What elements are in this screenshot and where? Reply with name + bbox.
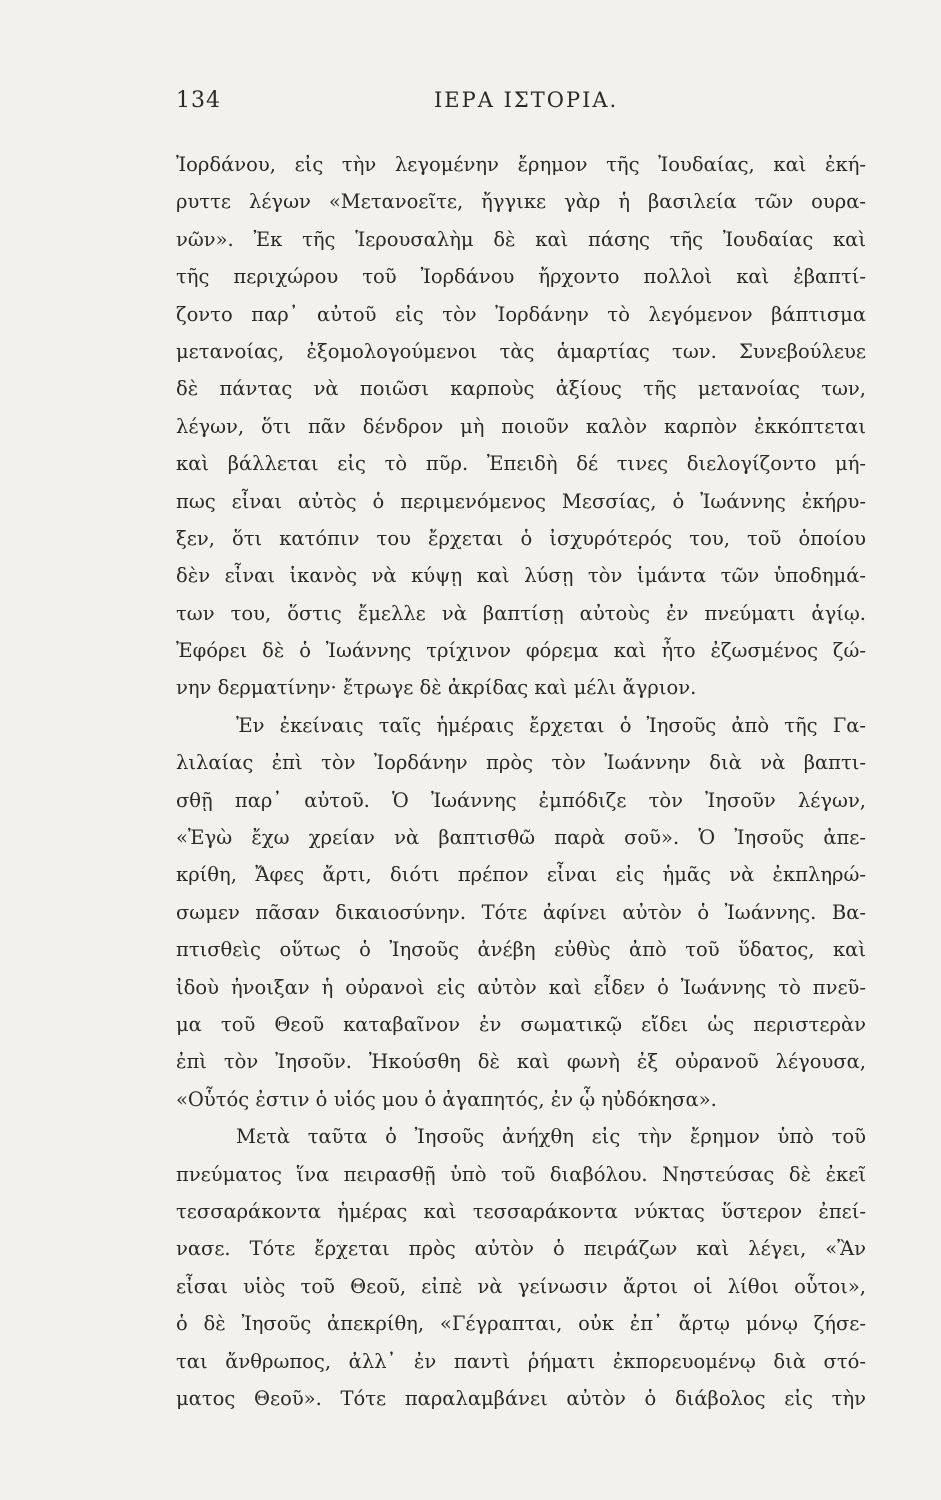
running-head <box>176 88 866 118</box>
text-line: «Οὗτός ἐστιν ὁ υἱός μου ὁ ἀγαπητός, ἐν ᾧ ηὐδόκησα». <box>176 1087 717 1111</box>
body-text <box>176 146 866 1417</box>
text-line: ρυττε λέγων «Μετανοεῖτε, ἤγγικε γὰρ ἡ βασιλεία τῶν ουρα- <box>176 190 866 214</box>
text-line: καὶ βάλλεται εἰς τὸ πῦρ. Ἐπειδὴ δέ τινες διελογίζοντο μή- <box>176 452 866 476</box>
text-line: μα τοῦ Θεοῦ καταβαῖνον ἐν σωματικῷ εἴδει ὡς περιστερὰν <box>176 1012 866 1036</box>
text-line: ται ἄνθρωπος, ἀλλ᾽ ἐν παντὶ ῥήματι ἐκπορευομένῳ διὰ στό- <box>176 1349 866 1373</box>
text-line: ξεν, ὅτι κατόπιν του ἔρχεται ὁ ἰσχυρότερός του, τοῦ ὁποίου <box>176 526 866 550</box>
running-title: ΙΕΡΑ ΙΣΤΟΡΙΑ. <box>434 88 619 112</box>
text-line: ἰδοὺ ἠνοιξαν ἡ οὐρανοὶ εἰς αὐτὸν καὶ εἶδεν ὁ Ἰωάννης τὸ πνεῦ- <box>176 975 866 999</box>
text-line: Ἐφόρει δὲ ὁ Ἰωάννης τρίχινον φόρεμα καὶ ἦτο ἐζωσμένος ζώ- <box>176 639 866 663</box>
text-line: τεσσαράκοντα ἡμέρας καὶ τεσσαράκοντα νύκτας ὕστερον ἐπεί- <box>176 1199 866 1223</box>
text-line: νῶν». Ἐκ τῆς Ἱερουσαλὴμ δὲ καὶ πάσης τῆς Ἰουδαίας καὶ <box>176 227 866 251</box>
text-line: Μετὰ ταῦτα ὁ Ἰησοῦς ἀνήχθη εἰς τὴν ἔρημον ὑπὸ τοῦ <box>236 1125 866 1149</box>
text-line: Ἰορδάνου, εἰς τὴν λεγομένην ἔρημον τῆς Ἰουδαίας, καὶ ἐκή- <box>176 153 866 176</box>
text-line: Ἐν ἐκείναις ταῖς ἡμέραις ἔρχεται ὁ Ἰησοῦς ἀπὸ τῆς Γα- <box>236 713 866 737</box>
text-line: πως εἶναι αὐτὸς ὁ περιμενόμενος Μεσσίας, ὁ Ἰωάννης ἐκήρυ- <box>176 489 866 513</box>
text-line: εἶσαι υἱὸς τοῦ Θεοῦ, εἰπὲ νὰ γείνωσιν ἄρτοι οἱ λίθοι οὗτοι», <box>176 1274 866 1298</box>
text-line: δὲν εἶναι ἱκανὸς νὰ κύψῃ καὶ λύσῃ τὸν ἱμάντα τῶν ὑποδημά- <box>176 564 866 588</box>
text-line: τῆς περιχώρου τοῦ Ἰορδάνου ἤρχοντο πολλοὶ καὶ ἐβαπτί- <box>176 265 866 289</box>
text-line: ματος Θεοῦ». Τότε παραλαμβάνει αὐτὸν ὁ διάβολος εἰς τὴν <box>176 1386 866 1410</box>
text-line: νασε. Τότε ἔρχεται πρὸς αὐτὸν ὁ πειράζων καὶ λέγει, «Ἂν <box>176 1237 866 1261</box>
text-line: δὲ πάντας νὰ ποιῶσι καρποὺς ἀξίους τῆς μετανοίας των, <box>176 377 866 401</box>
text-line: ζοντο παρ᾽ αὐτοῦ εἰς τὸν Ἰορδάνην τὸ λεγόμενον βάπτισμα <box>176 302 866 326</box>
page-number: 134 <box>176 88 221 113</box>
text-line: κρίθη, Ἄφες ἄρτι, διότι πρέπον εἶναι εἰς ἡμᾶς νὰ ἐκπληρώ- <box>176 863 866 887</box>
text-line: μετανοίας, ἐξομολογούμενοι τὰς ἁμαρτίας των. Συνεβούλευε <box>176 339 866 363</box>
text-line: λέγων, ὅτι πᾶν δένδρον μὴ ποιοῦν καλὸν καρπὸν ἐκκόπτεται <box>176 414 866 438</box>
text-line: πνεύματος ἵνα πειρασθῇ ὑπὸ τοῦ διαβόλου. Νηστεύσας δὲ ἐκεῖ <box>176 1162 866 1186</box>
text-line: ὁ δὲ Ἰησοῦς ἀπεκρίθη, «Γέγραπται, οὐκ ἐπ᾽ ἄρτῳ μόνῳ ζήσε- <box>176 1312 866 1336</box>
text-line: πτισθεὶς οὕτως ὁ Ἰησοῦς ἀνέβη εὐθὺς ἀπὸ τοῦ ὕδατος, καὶ <box>176 938 866 962</box>
text-line: των του, ὅστις ἔμελλε νὰ βαπτίσῃ αὐτοὺς ἐν πνεύματι ἁγίῳ. <box>176 601 866 625</box>
text-line: νην δερματίνην· ἔτρωγε δὲ ἀκρίδας καὶ μέλι ἄγριον. <box>176 676 697 700</box>
text-line: σθῇ παρ᾽ αὐτοῦ. Ὁ Ἰωάννης ἐμπόδιζε τὸν Ἰησοῦν λέγων, <box>176 788 866 812</box>
text-line: ἐπὶ τὸν Ἰησοῦν. Ἠκούσθη δὲ καὶ φωνὴ ἐξ οὐρανοῦ λέγουσα, <box>176 1050 866 1074</box>
text-line: «Ἐγὼ ἔχω χρείαν νὰ βαπτισθῶ παρὰ σοῦ». Ὁ Ἰησοῦς ἀπε- <box>176 826 866 850</box>
text-line: λιλαίας ἐπὶ τὸν Ἰορδάνην πρὸς τὸν Ἰωάννην διὰ νὰ βαπτι- <box>176 751 866 775</box>
text-line: σωμεν πᾶσαν δικαιοσύνην. Τότε ἀφίνει αὐτὸν ὁ Ἰωάννης. Βα- <box>176 900 866 924</box>
